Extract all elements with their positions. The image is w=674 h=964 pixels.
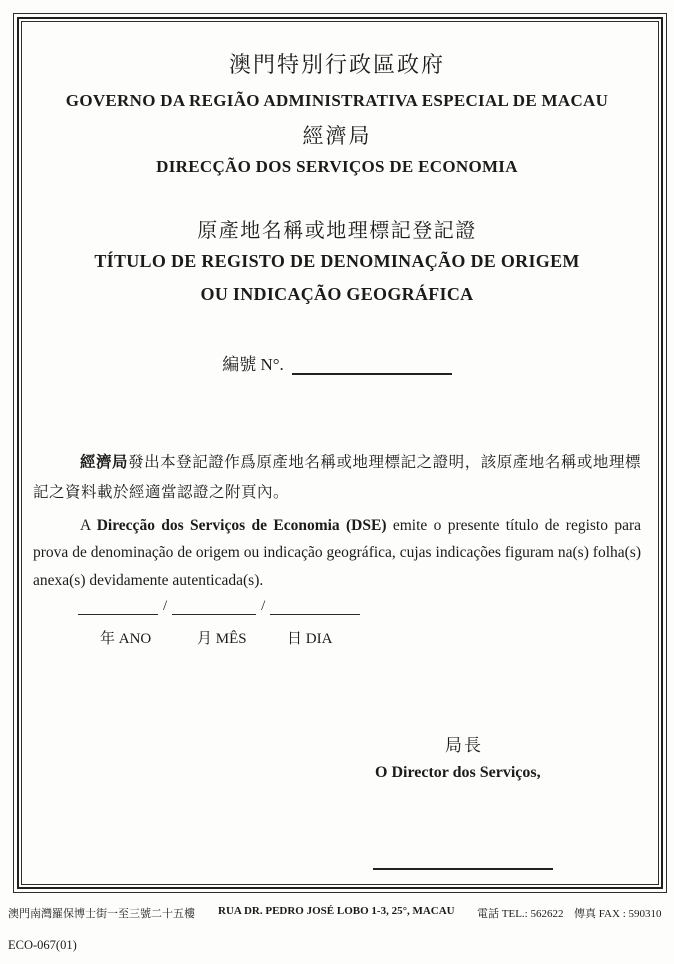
body-paragraph-portuguese bbox=[33, 512, 641, 595]
footer-address-portuguese: RUA DR. PEDRO JOSÉ LOBO 1-3, 25°, MACAU bbox=[218, 905, 455, 917]
document-title-chinese: 原產地名稱或地理標記登記證 bbox=[197, 220, 477, 242]
document-title-portuguese-line1: TÍTULO DE REGISTO DE DENOMINAÇÃO DE ORIGEM bbox=[94, 251, 580, 271]
signatory-title-portuguese: O Director dos Serviços, bbox=[375, 764, 541, 781]
day-blank-line bbox=[270, 601, 360, 615]
registration-number-label: 編號 N°. bbox=[222, 355, 284, 374]
body-chinese-bold-dept: 經濟局 bbox=[80, 453, 129, 471]
body-portuguese-text: emite o presente título de registo para prova de denominação de origem ou indicação geográfica, cujas indicações figuram na(s) folha(s) anexa(s) devidamente autenticada(s). bbox=[33, 516, 642, 589]
footer-fax: 傳真 FAX : 590310 bbox=[574, 908, 662, 920]
government-name-chinese: 澳門特別行政區政府 bbox=[228, 52, 445, 77]
department-name-portuguese: DIRECÇÃO DOS SERVIÇOS DE ECONOMIA bbox=[156, 157, 518, 176]
signatory-title-chinese: 局長 bbox=[445, 736, 483, 755]
month-label: 月 MÊS bbox=[197, 631, 247, 647]
registration-number-row bbox=[0, 350, 674, 375]
body-portuguese-bold-dept: Direcção dos Serviços de Economia (DSE) bbox=[96, 516, 387, 534]
signature-blank-line bbox=[373, 855, 553, 870]
registration-number-blank-line bbox=[292, 354, 452, 375]
year-blank-line bbox=[78, 601, 158, 615]
body-paragraph-chinese bbox=[33, 448, 641, 508]
form-code: ECO-067(01) bbox=[8, 938, 77, 952]
department-name-chinese: 經濟局 bbox=[302, 124, 372, 148]
body-chinese-text: 發出本登記證作爲原產地名稱或地理標記之證明，該原產地名稱或地理標記之資料載於經適當認證之附頁內。 bbox=[33, 453, 641, 501]
document-title-portuguese-line2: OU INDICAÇÃO GEOGRÁFICA bbox=[200, 284, 474, 304]
government-name-portuguese: GOVERNO DA REGIÃO ADMINISTRATIVA ESPECIAL DE MACAU bbox=[65, 91, 609, 110]
date-block bbox=[78, 598, 378, 654]
day-label: 日 DIA bbox=[287, 631, 333, 647]
footer-address-chinese: 澳門南灣羅保博士街一至三號二十五樓 bbox=[8, 908, 195, 920]
date-blank-lines-row bbox=[78, 598, 378, 615]
year-label: 年 ANO bbox=[100, 631, 152, 647]
month-blank-line bbox=[172, 601, 256, 615]
date-labels-row bbox=[78, 615, 378, 647]
body-portuguese-prefix: A bbox=[80, 516, 97, 534]
date-separator-slash: / bbox=[261, 598, 266, 614]
footer-telephone: 電話 TEL.: 562622 bbox=[477, 908, 564, 920]
date-separator-slash: / bbox=[163, 598, 168, 614]
